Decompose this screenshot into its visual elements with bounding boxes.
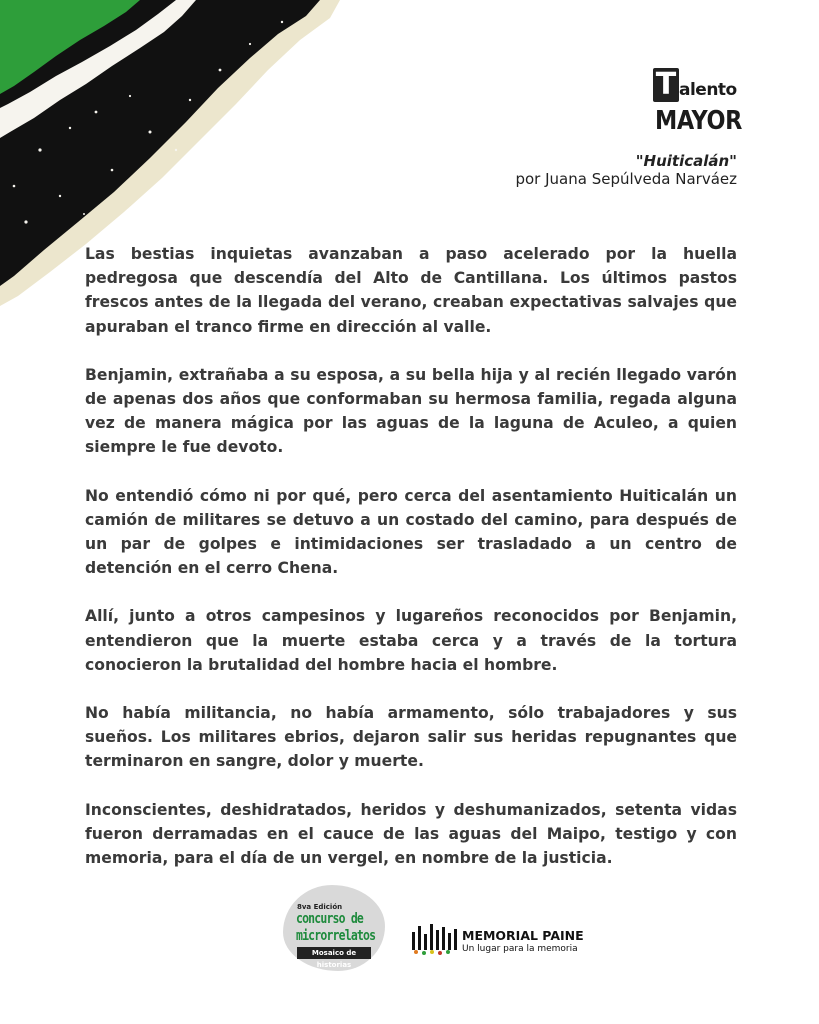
story-paragraph: No entendió cómo ni por qué, pero cerca del asentamiento Huiticalán un camión de militares se detuvo a un costado del camino, para después de un par de golpes e intimidaciones ser trasladado a un centro de detención en el cerro Chena. [85,486,737,578]
memorial-name: MEMORIAL PAINE [462,928,584,943]
story-paragraph: Las bestias inquietas avanzaban a paso acelerado por la huella pedregosa que descendía del Alto de Cantillana. Los últimos pastos frescos antes de la llegada del verano, creaban expectativas salvajes que apuraban el tranco firme en dirección al valle. [85,245,737,336]
story-paragraph: No había militancia, no había armamento, sólo trabajadores y sus sueños. Los militares ebrios, dejaron salir sus heridas repugnantes que terminaron en sangre, dolor y muerte. [85,704,737,771]
contest-title-line1: concurso de [296,911,364,927]
contest-title-line2: microrrelatos [296,928,376,944]
memorial-subtitle: Un lugar para la memoria [462,944,578,954]
logo-word-mayor: MAYOR [655,106,742,136]
story-paragraph: Allí, junto a otros campesinos y lugareños reconocidos por Benjamin, entendieron que la muerte estaba cerca y a través de la tortura conocieron la brutalidad del hombre hacia el hombre. [85,607,737,674]
author-line: por Juana Sepúlveda Narváez [515,170,737,188]
story-title: "Huiticalán" [635,152,737,170]
logo-word: alento [679,80,737,100]
talento-mayor-logo [653,67,742,140]
story-paragraph: Benjamin, extrañaba a su esposa, a su bella hija y al recién llegado varón de apenas dos años que conformaban su hermosa familia, regada alguna vez de manera mágica por las aguas de la laguna de Aculeo, a quien siempre le fue devoto. [85,365,737,457]
title-block [515,152,737,188]
contest-tagline: Mosaico de historias [297,947,371,959]
logo-mark: T [653,68,679,102]
story-paragraph: Inconscientes, deshidratados, heridos y deshumanizados, setenta vidas fueron derramadas en el cauce de las aguas del Maipo, testigo y con memoria, para el día de un vergel, en nombre de la justicia. [85,800,737,868]
memorial-posts-icon [410,922,458,956]
contest-badge [283,885,385,971]
contest-edition: 8va Edición [297,903,343,911]
memorial-paine-logo [410,920,590,960]
story-body [85,242,737,894]
